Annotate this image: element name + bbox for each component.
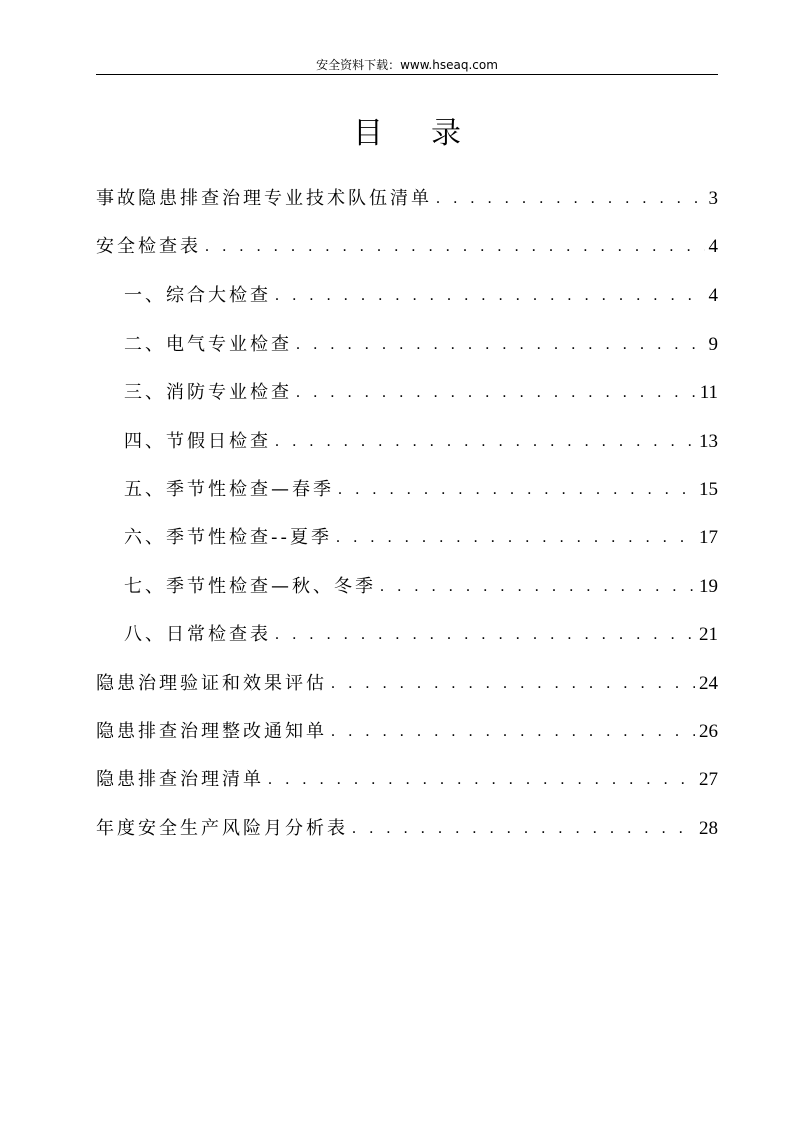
toc-dot-leader bbox=[296, 378, 696, 408]
toc-dot-leader bbox=[352, 814, 695, 844]
toc-entry[interactable] bbox=[124, 427, 718, 457]
toc-entry-label: 事故隐患排查治理专业技术队伍清单 bbox=[96, 188, 432, 209]
toc-entry-page: 28 bbox=[699, 818, 718, 839]
toc-entry-page: 3 bbox=[708, 188, 718, 209]
toc-entry-label: 年度安全生产风险月分析表 bbox=[96, 818, 348, 839]
toc-entry-label: 五、季节性检查—春季 bbox=[124, 479, 334, 500]
page-header: 安全资料下载：www.hseaq.com bbox=[316, 58, 498, 72]
toc-entry-page: 26 bbox=[699, 721, 718, 742]
toc-entry[interactable] bbox=[124, 475, 718, 505]
toc-entry[interactable] bbox=[96, 184, 718, 214]
toc-dot-leader bbox=[268, 765, 695, 795]
toc-dot-leader bbox=[331, 717, 695, 747]
toc-entry[interactable] bbox=[96, 669, 718, 699]
toc-entry-page: 27 bbox=[699, 769, 718, 790]
toc-entry[interactable] bbox=[96, 814, 718, 844]
toc-entry-page: 24 bbox=[699, 673, 718, 694]
toc-entry-page: 21 bbox=[699, 624, 718, 645]
toc-entry[interactable] bbox=[124, 572, 718, 602]
toc-entry[interactable] bbox=[124, 378, 718, 408]
toc-dot-leader bbox=[331, 669, 695, 699]
toc-dot-leader bbox=[338, 475, 695, 505]
toc-entry-label: 六、季节性检查--夏季 bbox=[124, 527, 332, 548]
toc-dot-leader bbox=[380, 572, 695, 602]
toc-entry-page: 15 bbox=[699, 479, 718, 500]
toc-entry-page: 9 bbox=[708, 334, 718, 355]
toc-entry-page: 19 bbox=[699, 576, 718, 597]
toc-entry-page: 11 bbox=[699, 382, 718, 403]
toc-entry-label: 隐患排查治理清单 bbox=[96, 769, 264, 790]
toc-entry[interactable] bbox=[124, 281, 718, 311]
toc-entry-label: 隐患治理验证和效果评估 bbox=[96, 673, 327, 694]
page-title: 目录 bbox=[353, 116, 509, 151]
toc-dot-leader bbox=[296, 330, 705, 360]
toc-entry-label: 四、节假日检查 bbox=[124, 431, 271, 452]
toc-dot-leader bbox=[205, 232, 705, 262]
toc-entry[interactable] bbox=[124, 620, 718, 650]
toc-entry[interactable] bbox=[124, 330, 718, 360]
header-divider bbox=[96, 74, 718, 75]
toc-entry-label: 一、综合大检查 bbox=[124, 285, 271, 306]
toc-entry-label: 安全检查表 bbox=[96, 236, 201, 257]
toc-entry-label: 隐患排查治理整改通知单 bbox=[96, 721, 327, 742]
toc-dot-leader bbox=[275, 427, 695, 457]
toc-entry[interactable] bbox=[124, 523, 718, 553]
toc-dot-leader bbox=[275, 620, 695, 650]
toc-entry[interactable] bbox=[96, 717, 718, 747]
toc-entry[interactable] bbox=[96, 232, 718, 262]
toc-entry-page: 4 bbox=[708, 236, 718, 257]
toc-dot-leader bbox=[336, 523, 695, 553]
toc-entry-page: 17 bbox=[699, 527, 718, 548]
toc-entry-page: 13 bbox=[699, 431, 718, 452]
toc-entry-label: 二、电气专业检查 bbox=[124, 334, 292, 355]
toc-dot-leader bbox=[436, 184, 705, 214]
toc-entry-label: 七、季节性检查—秋、冬季 bbox=[124, 576, 376, 597]
toc-entry-label: 三、消防专业检查 bbox=[124, 382, 292, 403]
toc-entry[interactable] bbox=[96, 765, 718, 795]
toc-entry-label: 八、日常检查表 bbox=[124, 624, 271, 645]
toc-dot-leader bbox=[275, 281, 705, 311]
toc-entry-page: 4 bbox=[708, 285, 718, 306]
